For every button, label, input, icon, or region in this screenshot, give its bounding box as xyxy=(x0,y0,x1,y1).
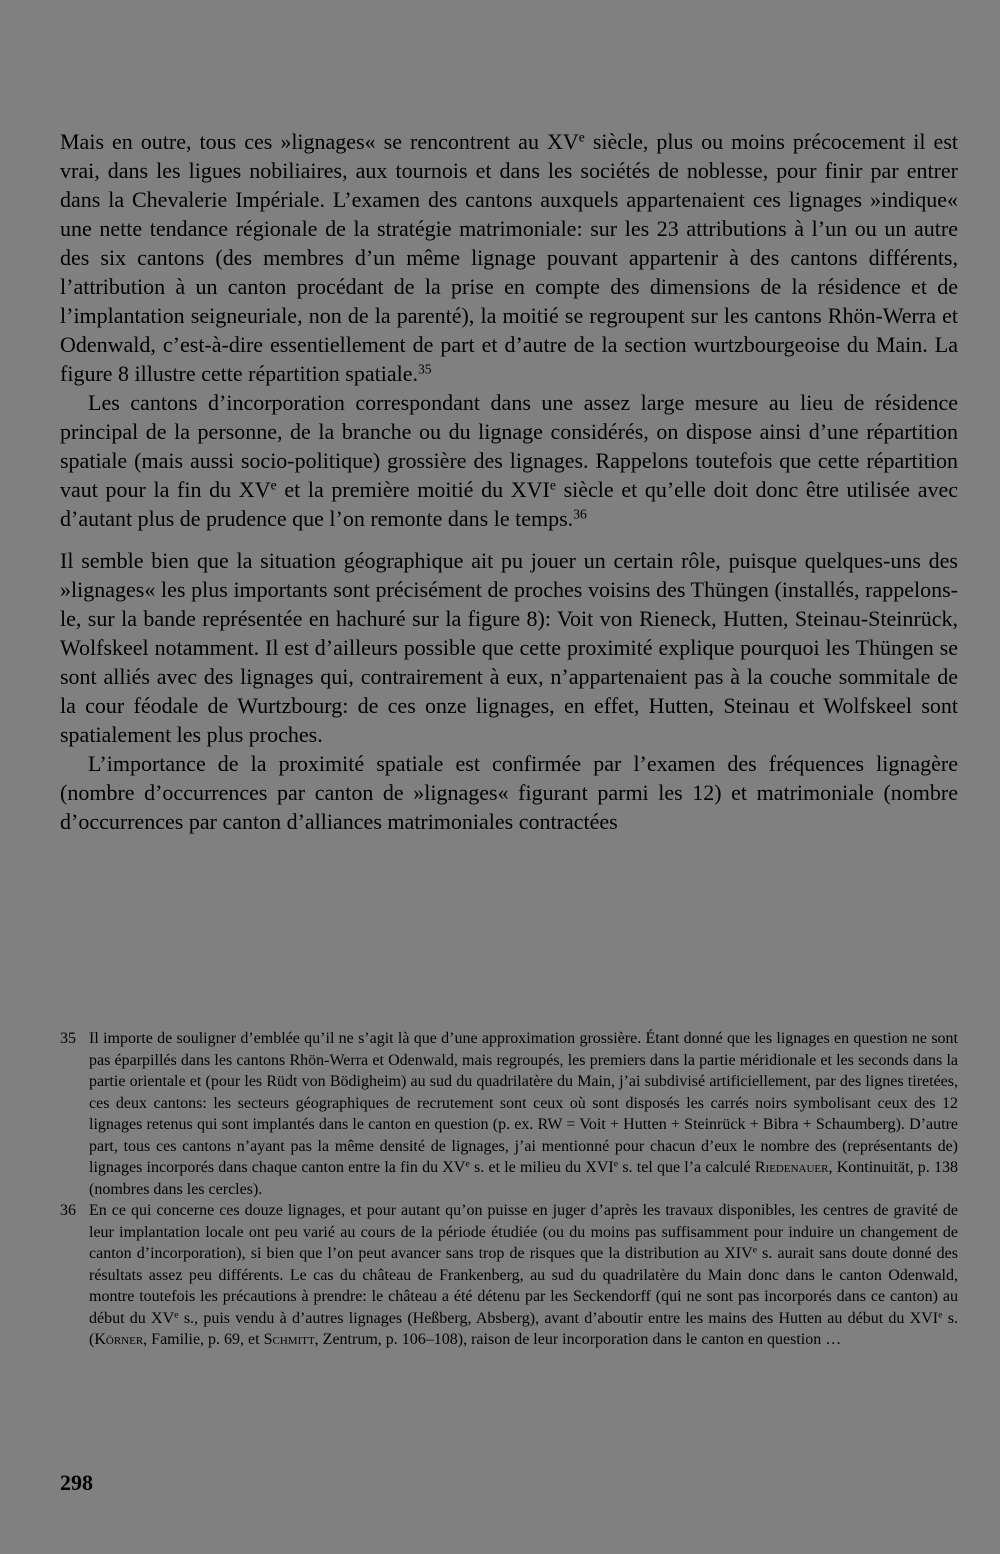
footnote-35 xyxy=(60,1028,958,1200)
author-name: Schmitt xyxy=(263,1331,315,1348)
paragraph-4: L’importance de la proximité spatiale est confirmée par l’examen des fréquences lignagère (nombre d’occurrences par canton de »lignages« figurant parmi les 12) et matrimoniale (nombre d’occurrences par canton d’alliances matrimoniales contractées xyxy=(60,751,958,834)
author-name: Körner xyxy=(94,1331,144,1348)
paragraph-2: Les cantons d’incorporation correspondant dans une assez large mesure au lieu de résidence principal de la personne, de la branche ou du lignage considérés, on dispose ainsi d’une répartition spatiale (mais aussi socio-politique) grossière des lignages. Rappelons toutefois que cette répartition vaut pour la fin du XVe et la première moitié du XVIe siècle et qu’elle doit donc être utilisée avec d’autant plus de prudence que l’on remonte dans le temps.$^{36}$ xyxy=(60,390,959,531)
footnote-text: Il importe de souligner d’emblée qu’il ne s’agit là que d’une approximation grossière. Étant donné que les lignages en question ne sont pas éparpillés dans les cantons Rhön-Werra et Odenwald, mais regroupés, les premiers dans la partie méridionale et les seconds dans la partie orientale et (pour les Rüdt von Bödigheim) au sud du quadrilatère du Main, j’ai subdivisé artificiellement, par des lignes tiretées, ces deux cantons: les secteurs géographiques de recrutement sont ceux où sont disposés les carrés noirs symbolisant ceux des 12 lignages retenus qui sont implantés dans le canton en question (p. ex. RW = Voit + Hutten + Steinrück + Bibra + Schaumberg). D’autre part, tous ces cantons n’ayant pas la même densité de lignages, j’ai mentionné pour chacun d’eux le nombre des (représentants de) lignages incorporés dans chaque canton entre la fin du XVe s. et le milieu du XVIe s. tel que l’a calculé Riedenauer, Kontinuität, p. 138 (nombres dans les cercles). xyxy=(89,1030,958,1198)
footnote-text: En ce qui concerne ces douze lignages, et pour autant qu’on puisse en juger d’après les travaux disponibles, les centres de gravité de leur implantation locale ont peu varié au cours de la période étudiée (ou du moins pas suffisamment pour induire un changement de canton d’incorporation), si bien que l’on peut avancer sans trop de risques que la distribution au XIVe s. aurait sans doute donné des résultats assez peu différents. Le cas du château de Frankenberg, au sud du quadrilatère du Main donc dans le canton Odenwald, montre toutefois les précautions à prendre: le château a été détenu par les Seckendorff (qui ne sont pas incorporés dans ce canton) au début du XVe s., puis vendu à d’autres lignages (Heßberg, Absberg), avant d’aboutir entre les mains des Hutten au début du XVIe s. (Körner, Familie, p. 69, et Schmitt, Zentrum, p. 106–108), raison de leur incorporation dans le canton en question … xyxy=(89,1202,958,1348)
footnotes xyxy=(60,1028,958,1351)
footnote-36 xyxy=(60,1200,958,1351)
footnote-number: 35 xyxy=(60,1030,76,1047)
footnote-ref-35[interactable]: 35 xyxy=(417,361,432,377)
paragraph-1: Mais en outre, tous ces »lignages« se rencontrent au XVe siècle, plus ou moins précocement il est vrai, dans les ligues nobiliaires, aux tournois et dans les sociétés de noblesse, pour finir par entrer dans la Chevalerie Impériale. L’examen des cantons auxquels appartenaient ces lignages »indique« une nette tendance régionale de la stratégie matrimoniale: sur les 23 attributions à l’un ou un autre des six cantons (des membres d’un même lignage pouvant appartenir à des cantons différents, l’attribution à un canton procédant de la prise en compte des dimensions de la résidence et de l’implantation seigneuriale, non de la parenté), la moitié se regroupent sur les cantons Rhön-Werra et Odenwald, c’est-à-dire essentiellement de part et d’autre de la section wurtzbourgeoise du Main. La figure 8 illustre cette répartition spatiale.$^{35}$ xyxy=(60,129,958,386)
footnote-number: 36 xyxy=(60,1202,76,1219)
author-name: Riedenauer xyxy=(754,1159,829,1176)
paragraph-3: Il semble bien que la situation géographique ait pu jouer un certain rôle, puisque quelques-uns des »lignages« les plus importants sont précisément de proches voisins des Thüngen (installés, rappelons-le, sur la bande représentée en hachuré sur la figure 8): Voit von Rieneck, Hutten, Steinau-Steinrück, Wolfskeel notamment. Il est d’ailleurs possible que cette proximité explique pourquoi les Thüngen se sont alliés avec des lignages qui, contrairement à eux, n’appartenaient pas à la couche sommitale de la cour féodale de Wurtzbourg: de ces onze lignages, en effet, Hutten, Steinau et Wolfskeel sont spatialement les plus proches. xyxy=(60,548,958,747)
footnote-ref-36[interactable]: 36 xyxy=(573,506,587,522)
main-text xyxy=(60,127,958,836)
page-number: 298 xyxy=(60,1470,93,1495)
